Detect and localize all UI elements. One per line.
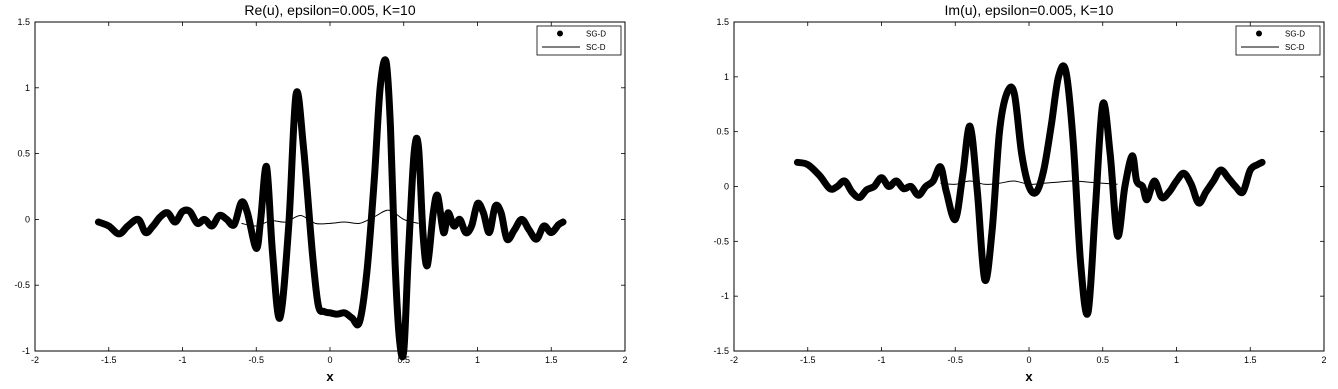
right-legend-marker-sg-d: [1256, 31, 1262, 37]
right-xtick-label: 1: [1173, 355, 1180, 365]
right-ytick-label: -0.5: [713, 236, 729, 247]
right-xtick-labels: [730, 355, 1327, 365]
right-legend-box: [1236, 26, 1320, 55]
left-plot-area: [35, 22, 625, 351]
left-x-axis-label: x: [326, 369, 334, 384]
right-legend: [1236, 26, 1320, 55]
left-xtick-label: -0.5: [248, 355, 265, 365]
right-xtick-label: 0: [1026, 355, 1032, 365]
left-legend-label-sc-d: SC-D: [586, 43, 606, 52]
left-xtick-label: -2: [30, 355, 40, 365]
right-xtick-label: -1.5: [799, 355, 816, 365]
left-ytick-label: 0: [24, 214, 30, 225]
right-xtick-label: -2: [729, 355, 739, 365]
left-panel: [14, 2, 627, 384]
left-ytick-labels: [14, 17, 30, 356]
left-xtick-label: -1: [178, 355, 187, 365]
left-xtick-label: 0.5: [397, 355, 411, 365]
right-xtick-label: -0.5: [947, 355, 964, 365]
right-xtick-label: 0.5: [1096, 355, 1110, 365]
left-xtick-label: 0: [327, 355, 333, 365]
left-legend-box: [537, 26, 621, 55]
right-ytick-label: 1: [723, 71, 729, 82]
left-xtick-label: 1.5: [544, 355, 558, 365]
right-xtick-label: 1.5: [1243, 355, 1257, 365]
left-xtick-label: -1.5: [100, 355, 117, 365]
left-legend: [537, 26, 621, 55]
left-ytick-label: -1: [21, 346, 30, 356]
right-ytick-label: -1: [720, 291, 729, 302]
right-xtick-label: 2: [1321, 355, 1327, 365]
left-xtick-labels: [31, 355, 628, 365]
right-legend-label-sc-d: SC-D: [1285, 43, 1305, 52]
left-xtick-label: 2: [622, 355, 628, 365]
left-ytick-label: -0.5: [14, 280, 30, 291]
right-ytick-label: 0.5: [716, 126, 729, 137]
left-chart-title: Re(u), epsilon=0.005, K=10: [244, 2, 416, 18]
right-panel: [713, 2, 1326, 384]
right-legend-label-sg-d: SG-D: [1285, 29, 1305, 39]
right-x-axis-label: x: [1025, 369, 1033, 384]
right-ytick-label: 0: [723, 181, 729, 192]
left-legend-label-sg-d: SG-D: [586, 29, 606, 39]
right-ytick-labels: [713, 17, 729, 356]
left-ytick-label: 0.5: [17, 148, 30, 159]
left-xtick-label: 1: [474, 355, 481, 365]
left-legend-marker-sg-d: [557, 31, 563, 37]
right-xtick-label: -1: [877, 355, 886, 365]
left-ytick-label: 1: [24, 82, 30, 93]
left-ytick-label: 1.5: [17, 17, 30, 27]
right-chart-title: Im(u), epsilon=0.005, K=10: [944, 2, 1114, 18]
right-ytick-label: -1.5: [713, 346, 729, 356]
right-ytick-label: 1.5: [716, 17, 729, 27]
